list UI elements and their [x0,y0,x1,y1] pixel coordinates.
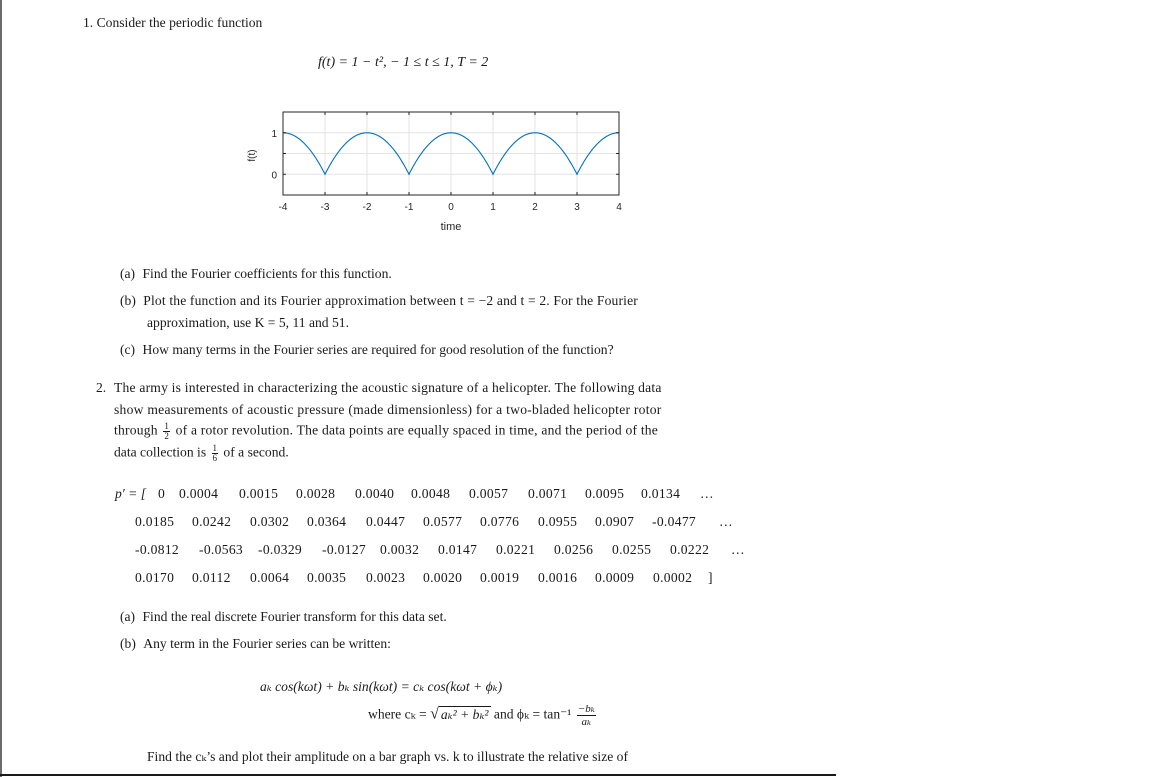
vector-value: 0.0364 [307,514,347,529]
vector-value: 0.0071 [528,486,568,501]
q2-part-a [120,609,447,625]
vector-value: … [731,542,745,557]
q1-part-c-label: (c) [120,342,136,357]
vector-value: 0.0095 [585,486,625,501]
q2-last-line: Find the cₖ’s and plot their amplitude on a bar graph vs. k to illustrate the relative size of [147,749,628,764]
vector-value: 0.0302 [250,514,290,529]
q1-part-a-text: Find the Fourier coefficients for this function. [142,266,392,281]
vector-value: -0.0127 [322,542,367,557]
q1-formula: f(t) = 1 − t², − 1 ≤ t ≤ 1, T = 2 [318,55,489,70]
x-tick-label: 2 [532,202,538,213]
where-ck: where cₖ = [368,706,427,722]
q1-part-b-cont: approximation, use K = 5, 11 and 51. [147,315,349,330]
x-tick-label: 0 [448,202,454,213]
x-tick-label: 3 [574,202,580,213]
q2-para-line3 [114,422,658,441]
fourier-term-equation: aₖ cos(kωt) + bₖ sin(kωt) = cₖ cos(kωt + ϕₖ) [260,679,503,694]
phi-num: −bₖ [577,703,595,715]
vector-value: 0.0064 [250,570,290,585]
q2-part-a-label: (a) [120,609,136,624]
function-plot [220,108,640,238]
q2-line4-rest: of a second. [223,444,289,460]
y-tick-label: 1 [271,128,277,140]
vector-value: 0.0170 [135,570,175,585]
x-tick-label: 4 [616,202,622,213]
q2-line3-rest: of a rotor revolution. The data points are equally spaced in time, and the period of the [175,422,659,438]
q2-part-b [120,636,391,652]
vector-value: 0.0112 [192,570,231,585]
vector-value: 0.0057 [469,486,509,501]
q1-part-b-label: (b) [120,293,136,308]
plot-svg [220,108,640,238]
vector-value: 0.0032 [380,542,420,557]
vector-value: 0.0002 [653,570,693,585]
vector-value: 0.0016 [538,570,578,585]
vector-value: 0.0023 [366,570,406,585]
q2-through: through [114,422,158,438]
vector-value: 0.0185 [135,514,175,529]
y-tick-label: 0 [271,170,277,182]
phi-den: aₖ [581,716,591,728]
half-den: 2 [164,431,170,441]
vector-label: p′ = [ [115,486,147,501]
q2-number: 2. [96,380,107,395]
vector-value: -0.0329 [258,542,303,557]
x-tick-label: 1 [490,202,496,213]
vector-value: 0.0134 [641,486,681,501]
sixth-num: 1 [212,443,218,453]
q2-para-line4 [114,444,289,463]
q2-para-line2: show measurements of acoustic pressure (made dimensionless) for a two-bladed helicopter rotor [114,402,662,417]
q1-part-c-text: How many terms in the Fourier series are required for good resolution of the function? [142,342,614,357]
vector-value: -0.0477 [652,514,697,529]
page-left-border [0,0,2,777]
q2-para-line1: The army is interested in characterizing the acoustic signature of a helicopter. The following data [114,380,662,395]
vector-value: 0.0147 [438,542,478,557]
vector-value: 0.0776 [480,514,520,529]
q1-heading [83,15,262,31]
fraction-half [163,422,170,441]
vector-value: ] [708,570,713,585]
vector-value: … [719,514,733,529]
sixth-den: 6 [212,453,218,463]
vector-value: 0.0035 [307,570,347,585]
vector-value: 0.0020 [423,570,463,585]
vector-value: 0.0028 [296,486,336,501]
vector-value: … [700,486,714,501]
vector-value: 0.0447 [366,514,406,529]
q1-part-a [120,266,392,282]
vector-value: 0.0907 [595,514,635,529]
x-tick-label: -3 [320,202,330,213]
vector-value: 0.0015 [239,486,279,501]
vector-value: 0.0040 [355,486,395,501]
vector-value: 0.0048 [411,486,451,501]
vector-value: 0.0242 [192,514,232,529]
q1-part-b-text: Plot the function and its Fourier approximation between t = −2 and t = 2. For the Fourier [143,293,638,308]
q1-intro: Consider the periodic function [96,15,263,30]
q1-part-a-label: (a) [120,266,136,281]
q1-part-c [120,342,614,358]
vector-value: -0.0563 [199,542,244,557]
q1-number: 1. [83,15,94,30]
page-bottom-border [0,774,836,776]
x-tick-label: -4 [278,202,288,213]
x-tick-label: -2 [362,202,372,213]
and-phi: and ϕₖ = tan⁻¹ [493,706,572,722]
vector-value: 0.0009 [595,570,635,585]
fraction-sixth [212,444,219,463]
x-axis-label: time [440,221,462,233]
half-num: 1 [164,421,170,431]
y-axis-label: f(t) [247,149,258,162]
q2-part-b-text: Any term in the Fourier series can be written: [143,636,391,651]
sqrt-body: aₖ² + bₖ² [440,706,489,722]
q2-data-collection: data collection is [114,444,207,460]
vector-value: 0 [158,486,166,501]
x-tick-label: -1 [404,202,414,213]
where-line: where cₖ = √ aₖ² + bₖ² and ϕₖ = tan⁻¹ $\frac{\text{−bₖ}}{\text{aₖ}}$ [368,703,595,728]
vector-value: -0.0812 [135,542,180,557]
vector-value: 0.0221 [496,542,536,557]
vector-value: 0.0256 [554,542,594,557]
vector-value: 0.0955 [538,514,578,529]
vector-value: 0.0222 [670,542,710,557]
vector-value: 0.0255 [612,542,652,557]
phi-fraction [577,703,596,728]
vector-value: 0.0004 [179,486,219,501]
q1-part-b [120,293,638,309]
q2-part-b-label: (b) [120,636,136,651]
q2-part-a-text: Find the real discrete Fourier transform for this data set. [142,609,447,624]
vector-value: 0.0577 [423,514,463,529]
vector-value: 0.0019 [480,570,520,585]
